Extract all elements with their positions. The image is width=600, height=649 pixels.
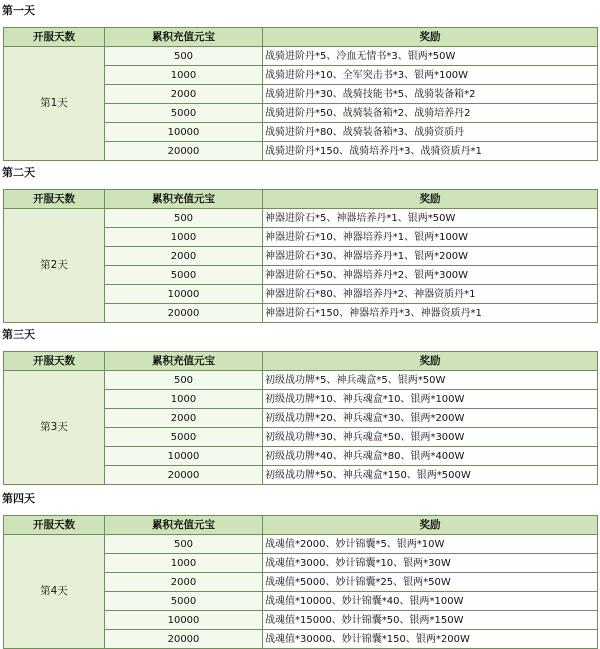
header-reward: 奖励 (263, 516, 598, 535)
reward-cell: 初级战功牌*40、神兵魂盒*80、银两*400W (263, 447, 598, 466)
header-recharge-amount: 累积充值元宝 (105, 190, 263, 209)
reward-cell: 战魂值*10000、妙计锦囊*40、银两*100W (263, 592, 598, 611)
reward-cell: 战魂值*2000、妙计锦囊*5、银两*10W (263, 535, 598, 554)
day-cell: 第4天 (4, 535, 105, 649)
table-row (4, 47, 598, 66)
amount-cell: 500 (105, 47, 263, 66)
header-reward: 奖励 (263, 28, 598, 47)
day-cell: 第3天 (4, 371, 105, 485)
reward-cell: 战魂值*30000、妙计锦囊*150、银两*200W (263, 630, 598, 649)
table-header-row (4, 190, 598, 209)
amount-cell: 20000 (105, 142, 263, 161)
reward-cell: 神器进阶石*30、神器培养丹*1、银两*200W (263, 247, 598, 266)
amount-cell: 500 (105, 209, 263, 228)
day-cell: 第2天 (4, 209, 105, 323)
amount-cell: 1000 (105, 228, 263, 247)
header-recharge-amount: 累积充值元宝 (105, 28, 263, 47)
header-recharge-amount: 累积充值元宝 (105, 516, 263, 535)
section-title: 第四天 (2, 492, 35, 505)
reward-cell: 神器进阶石*80、神器培养丹*2、神器资质丹*1 (263, 285, 598, 304)
amount-cell: 10000 (105, 611, 263, 630)
table-header-row (4, 516, 598, 535)
table-row (4, 535, 598, 554)
amount-cell: 1000 (105, 66, 263, 85)
header-reward: 奖励 (263, 352, 598, 371)
amount-cell: 2000 (105, 573, 263, 592)
reward-cell: 战魂值*15000、妙计锦囊*50、银两*150W (263, 611, 598, 630)
amount-cell: 2000 (105, 409, 263, 428)
reward-cell: 神器进阶石*10、神器培养丹*1、银两*100W (263, 228, 598, 247)
amount-cell: 500 (105, 371, 263, 390)
amount-cell: 2000 (105, 85, 263, 104)
reward-cell: 战骑进阶丹*80、战骑装备箱*3、战骑资质丹 (263, 123, 598, 142)
amount-cell: 10000 (105, 123, 263, 142)
amount-cell: 20000 (105, 630, 263, 649)
reward-cell: 初级战功牌*5、神兵魂盒*5、银两*50W (263, 371, 598, 390)
reward-cell: 初级战功牌*50、神兵魂盒*150、银两*500W (263, 466, 598, 485)
day-cell: 第1天 (4, 47, 105, 161)
reward-table (3, 189, 598, 323)
amount-cell: 1000 (105, 390, 263, 409)
reward-cell: 战魂值*5000、妙计锦囊*25、银两*50W (263, 573, 598, 592)
reward-table (3, 515, 598, 649)
amount-cell: 5000 (105, 104, 263, 123)
reward-cell: 神器进阶石*150、神器培养丹*3、神器资质丹*1 (263, 304, 598, 323)
amount-cell: 10000 (105, 447, 263, 466)
reward-cell: 战骑进阶丹*150、战骑培养丹*3、战骑资质丹*1 (263, 142, 598, 161)
amount-cell: 10000 (105, 285, 263, 304)
table-header-row (4, 28, 598, 47)
header-open-days: 开服天数 (4, 516, 105, 535)
reward-cell: 初级战功牌*30、神兵魂盒*50、银两*300W (263, 428, 598, 447)
section-title: 第一天 (2, 4, 35, 17)
amount-cell: 20000 (105, 304, 263, 323)
amount-cell: 2000 (105, 247, 263, 266)
reward-cell: 战魂值*3000、妙计锦囊*10、银两*30W (263, 554, 598, 573)
amount-cell: 500 (105, 535, 263, 554)
reward-cell: 初级战功牌*20、神兵魂盒*30、银两*200W (263, 409, 598, 428)
header-reward: 奖励 (263, 190, 598, 209)
reward-cell: 战骑进阶丹*5、冷血无情书*3、银两*50W (263, 47, 598, 66)
reward-table (3, 351, 598, 485)
header-open-days: 开服天数 (4, 352, 105, 371)
reward-cell: 战骑进阶丹*30、战骑技能书*5、战骑装备箱*2 (263, 85, 598, 104)
table-header-row (4, 352, 598, 371)
amount-cell: 1000 (105, 554, 263, 573)
reward-cell: 战骑进阶丹*50、战骑装备箱*2、战骑培养丹2 (263, 104, 598, 123)
header-open-days: 开服天数 (4, 190, 105, 209)
section-title: 第二天 (2, 166, 35, 179)
amount-cell: 5000 (105, 266, 263, 285)
reward-cell: 神器进阶石*50、神器培养丹*2、银两*300W (263, 266, 598, 285)
header-open-days: 开服天数 (4, 28, 105, 47)
amount-cell: 20000 (105, 466, 263, 485)
reward-cell: 战骑进阶丹*10、全军突击书*3、银两*100W (263, 66, 598, 85)
amount-cell: 5000 (105, 592, 263, 611)
amount-cell: 5000 (105, 428, 263, 447)
reward-table (3, 27, 598, 161)
reward-cell: 初级战功牌*10、神兵魂盒*10、银两*100W (263, 390, 598, 409)
section-title: 第三天 (2, 328, 35, 341)
table-row (4, 371, 598, 390)
header-recharge-amount: 累积充值元宝 (105, 352, 263, 371)
table-row (4, 209, 598, 228)
reward-cell: 神器进阶石*5、神器培养丹*1、银两*50W (263, 209, 598, 228)
